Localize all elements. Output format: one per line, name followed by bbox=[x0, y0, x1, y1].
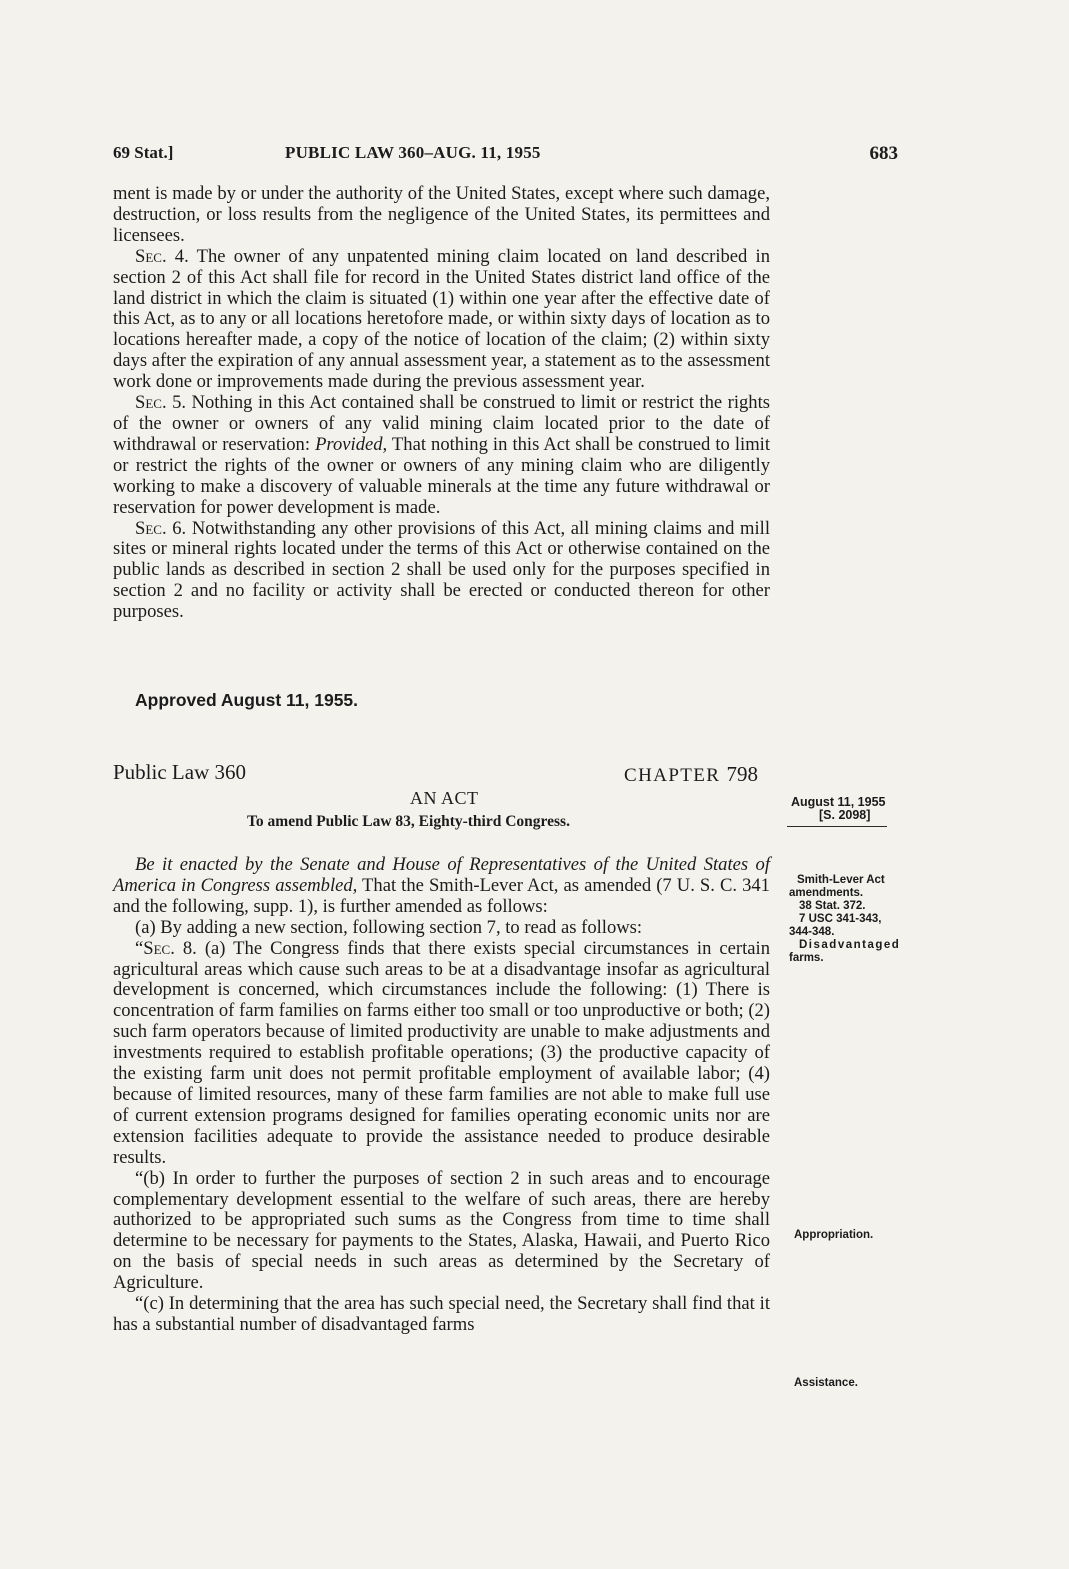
margin-line: Smith-Lever Act bbox=[797, 874, 885, 886]
paragraph-b: “(b) In order to further the purposes of section 2 in such areas and to encourage complementary development essential to the welfare of such areas, there are hereby authorized to be appropriated such sums as the Congress from time to time shall determine to be necessary for payments to the States, Alaska, Hawaii, and Puerto Rico on the basis of special needs in such areas as determined by the Secretary of Agriculture. bbox=[113, 1167, 770, 1294]
enacting-italic: Be it enacted by the Senate and House of Representatives of the United States of America in Congress assembled, bbox=[113, 854, 770, 896]
continued-paragraph: ment is made by or under the authority of the United States, except where such damage, destruction, or loss results from the negligence of the United States, its permittees and licensees. bbox=[113, 183, 770, 246]
margin-note-assistance: Assistance. bbox=[794, 1377, 858, 1389]
act-title: AN ACT bbox=[410, 788, 479, 808]
margin-note-smith-lever bbox=[789, 874, 900, 965]
provided-clause: Provided, bbox=[315, 433, 388, 455]
margin-line: 7 USC 341-343, bbox=[799, 913, 882, 925]
margin-note-date bbox=[791, 796, 887, 827]
enacting-text: That the Smith-Lever Act, as amended (7 U. S. C. 341 and the following, supp. 1), is further amended as follows: bbox=[113, 874, 770, 917]
enacting-clause bbox=[113, 855, 770, 918]
section-label: Sec. 5. bbox=[135, 392, 187, 414]
running-head bbox=[113, 143, 898, 167]
paragraph-c: “(c) In determining that the area has such special need, the Secretary shall find that it has a substantial number of disadvantaged farms bbox=[113, 1293, 770, 1335]
chapter-word: CHAPTER bbox=[624, 765, 721, 786]
section-text: Nothing in this Act contained shall be construed to limit or restrict the rights of the owner or owners of any valid mining claim located prior to the date of withdrawal or reservation: bbox=[113, 392, 770, 455]
section-label: “Sec. 8. bbox=[135, 937, 197, 959]
section-6 bbox=[113, 519, 770, 624]
approval-date: August 11, 1955 bbox=[791, 795, 886, 809]
statute-volume: 69 Stat.] bbox=[113, 143, 174, 162]
top-text-block bbox=[113, 184, 770, 623]
section-5 bbox=[113, 393, 770, 518]
section-4 bbox=[113, 247, 770, 393]
page-number: 683 bbox=[869, 143, 898, 164]
section-label: Sec. 6. bbox=[135, 517, 187, 539]
bill-number: [S. 2098] bbox=[819, 808, 871, 822]
public-law-label: Public Law 360 bbox=[113, 760, 246, 784]
margin-rule bbox=[787, 826, 887, 827]
margin-line: 38 Stat. 372. bbox=[799, 900, 866, 912]
chapter-number: 798 bbox=[726, 762, 759, 786]
margin-line: amendments. bbox=[789, 887, 864, 899]
bottom-text-block bbox=[113, 855, 770, 1336]
chapter-heading bbox=[624, 762, 758, 787]
section-8 bbox=[113, 939, 770, 1169]
act-subtitle: To amend Public Law 83, Eighty-third Congress. bbox=[247, 813, 570, 830]
paragraph-a: (a) By adding a new section, following section 7, to read as follows: bbox=[135, 916, 643, 938]
approval-line: Approved August 11, 1955. bbox=[135, 690, 359, 710]
margin-line: farms. bbox=[789, 952, 824, 964]
running-title: PUBLIC LAW 360–AUG. 11, 1955 bbox=[285, 143, 541, 162]
margin-line: 344-348. bbox=[789, 926, 835, 938]
section-text: That nothing in this Act shall be construed to limit or restrict the rights of the owner or owners of any mining claim who are diligently working to make a discovery of valuable minerals at the time any future withdrawal or reservation for power development is made. bbox=[113, 433, 770, 518]
section-text: Notwithstanding any other provisions of this Act, all mining claims and mill sites or mineral rights located under the terms of this Act or otherwise contained on the public lands as described in section 2 shall be used only for the purposes specified in section 2 and no facility or activity shall be erected or conducted thereon for other purposes. bbox=[113, 517, 770, 623]
section-text: (a) The Congress finds that there exists special circumstances in certain agricultural areas which cause such areas to be at a disadvantage insofar as agricultural development is concerned, which circumstances include the following: (1) There is concentration of farm families on farms either too small or too unproductive or both; (2) such farm operators because of limited productivity are unable to make adjustments and investments required to establish profitable operations; (3) the productive capacity of the existing farm unit does not permit profitable employment of available labor; (4) because of limited resources, many of these farm families are not able to make full use of current extension programs designed for families operating economic units nor are extension facilities adequate to provide the assistance needed to produce desirable results. bbox=[113, 937, 770, 1168]
margin-note-appropriation: Appropriation. bbox=[794, 1229, 874, 1241]
section-label: Sec. 4. bbox=[135, 245, 189, 267]
margin-line: Disadvantaged bbox=[799, 939, 901, 951]
section-text: The owner of any unpatented mining claim located on land described in section 2 of this Act shall file for record in the United States district land office of the land district in which the claim is situated (1) within one year after the effective date of this Act, as to any or all locations heretofore made, or within sixty days of location as to locations hereafter made, a copy of the notice of location of the claim; (2) within sixty days after the expiration of any annual assessment year, a statement as to the assessment work done or improvements made during the previous assessment year. bbox=[113, 245, 770, 393]
